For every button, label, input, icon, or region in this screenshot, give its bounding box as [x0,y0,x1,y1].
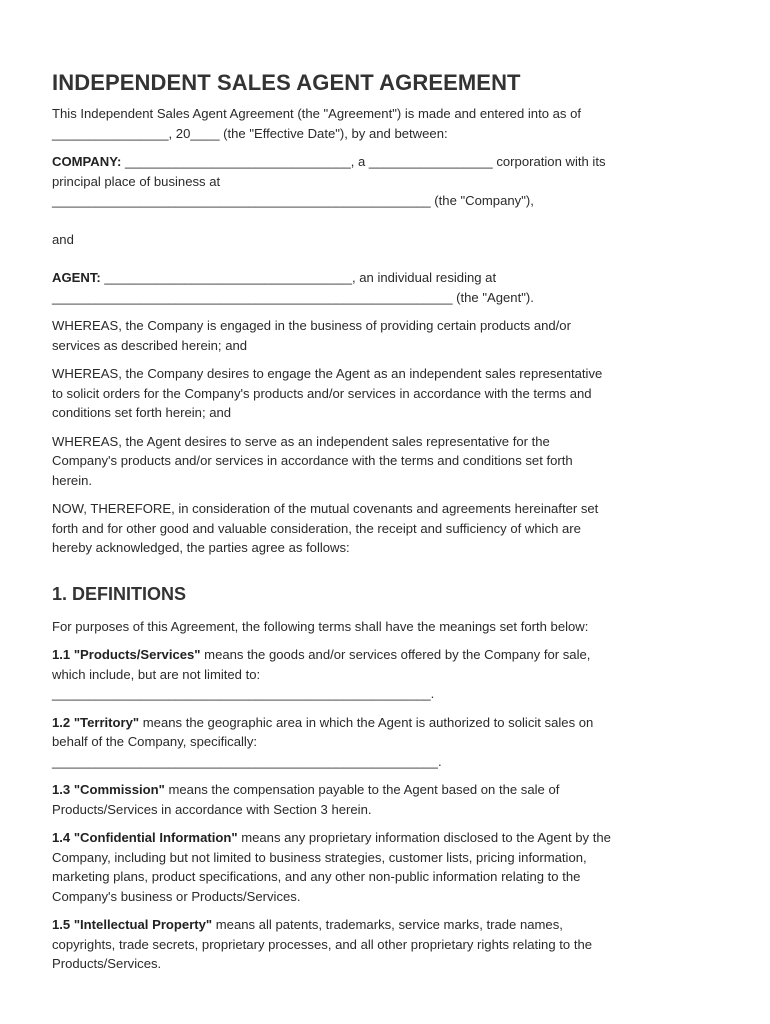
whereas-paragraph-2 [52,364,718,423]
definition-1-4-line-2: Company, including but not limited to business strategies, customer lists, pricing information, [52,849,587,865]
definition-1-4-line-4: Company's business or Products/Services. [52,888,301,904]
company-paragraph [52,152,718,211]
company-line-2: principal place of business at [52,173,221,189]
whereas3-line-2: Company's products and/or services in accordance with the terms and conditions set forth [52,453,573,468]
agent-paragraph [52,268,718,307]
company-line-3: ____________________________________________________ (the "Company"), [52,193,534,208]
definition-1-4-line-3: marketing plans, product specifications, and any other non-public information relating to the [52,869,581,884]
definition-1-1-line-1: means the goods and/or services offered by the Company for sale, [200,647,591,662]
definition-1-5-line-2: copyrights, trade secrets, proprietary processes, and all other proprietary rights relating to the [52,936,593,952]
and-paragraph: and [52,231,74,247]
company-label: COMPANY: [52,154,122,169]
whereas2-line-2: to solicit orders for the Company's products and/or services in accordance with the terms and [52,385,592,401]
company-line-1: _______________________________, a _________________ corporation with its [121,154,606,169]
definition-1-2-term: 1.2 "Territory" [52,714,140,730]
definition-1-1-line-2: which include, but are not limited to: [52,666,261,682]
definition-1-3-term: 1.3 "Commission" [52,782,165,797]
definition-1-2-line-3: _____________________________________________________. [52,753,442,769]
definition-1-2 [52,713,718,772]
whereas3-line-3: herein. [52,472,93,488]
document-title: INDEPENDENT SALES AGENT AGREEMENT [52,70,521,95]
definition-1-3 [52,780,718,819]
now-line-1: NOW, THEREFORE, in consideration of the mutual covenants and agreements hereinafter set [52,501,599,516]
definition-1-1 [52,645,718,704]
definition-1-5-line-3: Products/Services. [52,956,162,971]
definition-1-4-line-1: means any proprietary information disclosed to the Agent by the [237,830,611,845]
definition-1-1-line-3: ____________________________________________________. [52,686,435,701]
definition-1-4-term: 1.4 "Confidential Information" [52,830,238,845]
whereas1-line-1: WHEREAS, the Company is engaged in the business of providing certain products and/or [52,318,571,333]
definition-1-3-line-1: means the compensation payable to the Agent based on the sale of [164,782,560,797]
section-1-heading: 1. DEFINITIONS [52,583,187,604]
whereas-paragraph-3 [52,432,718,491]
intro-paragraph [52,104,718,143]
agent-line-2: _______________________________________________________ (the "Agent"). [52,289,534,305]
whereas2-line-3: conditions set forth herein; and [52,405,232,420]
definition-1-1-term: 1.1 "Products/Services" [52,647,201,662]
intro-line-1: This Independent Sales Agent Agreement (the "Agreement") is made and entered into as of [52,106,582,121]
whereas3-line-1: WHEREAS, the Agent desires to serve as an independent sales representative for the [52,433,550,449]
whereas1-line-2: services as described herein; and [52,337,248,353]
definition-1-5-term: 1.5 "Intellectual Property" [52,917,213,932]
definition-1-3-line-2: Products/Services in accordance with Section 3 herein. [52,801,372,817]
intro-line-2: ________________, 20____ (the "Effective Date"), by and between: [52,125,448,141]
definition-1-2-line-2: behalf of the Company, specifically: [52,734,257,749]
definition-1-4 [52,828,718,906]
agent-line-1: __________________________________, an individual residing at [100,270,497,285]
now-line-2: forth and for other good and valuable consideration, the receipt and sufficiency of which are [52,520,581,536]
now-line-3: hereby acknowledged, the parties agree as follows: [52,540,350,555]
definition-1-5-line-1: means all patents, trademarks, service marks, trade names, [212,917,563,932]
now-therefore-paragraph [52,499,718,558]
definition-1-5 [52,915,718,974]
whereas-paragraph-1 [52,316,718,355]
section-1-intro: For purposes of this Agreement, the following terms shall have the meanings set forth below: [52,618,589,634]
definition-1-2-line-1: means the geographic area in which the Agent is authorized to solicit sales on [139,714,594,730]
whereas2-line-1: WHEREAS, the Company desires to engage the Agent as an independent sales representative [52,366,603,381]
agent-label: AGENT: [52,270,101,285]
